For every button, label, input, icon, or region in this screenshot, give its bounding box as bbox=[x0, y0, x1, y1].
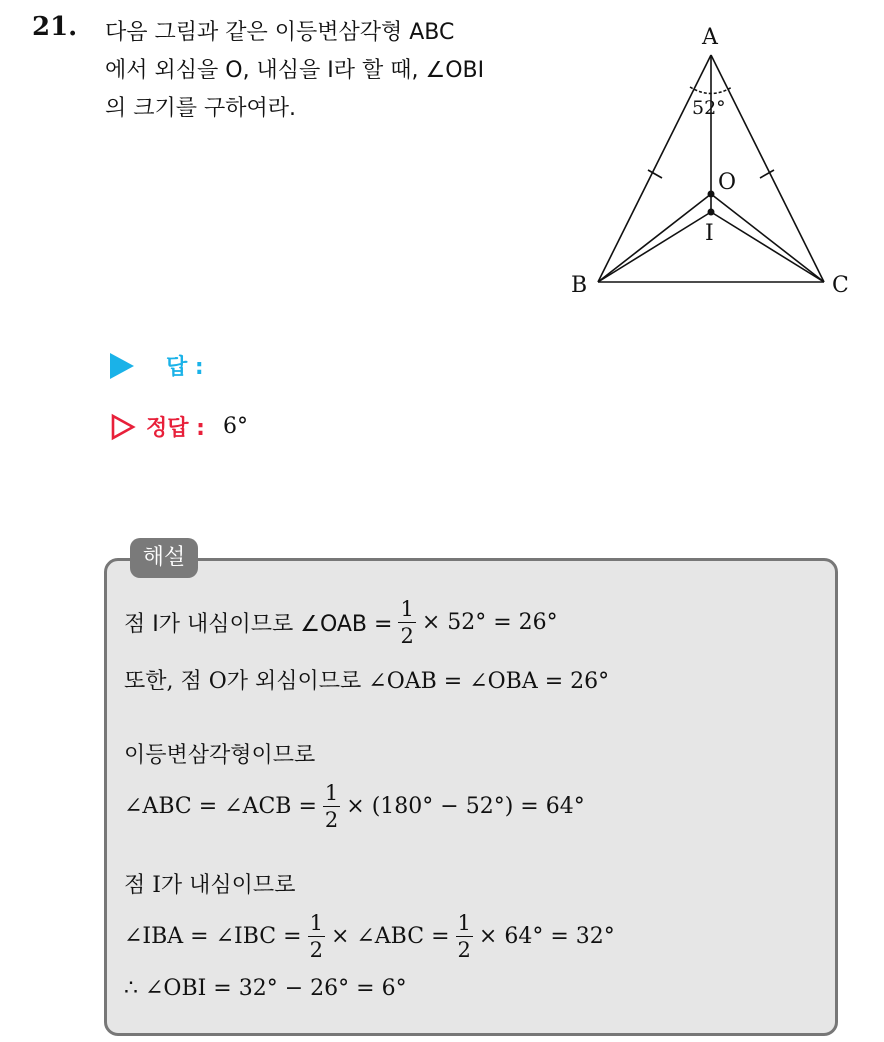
solution-line-7: ∴ ∠OBI = 32° − 26° = 6° bbox=[124, 976, 407, 1001]
question-text bbox=[105, 14, 565, 128]
answer-blank-label: 답 : bbox=[166, 355, 204, 380]
segment-bo bbox=[598, 194, 711, 282]
fraction-half bbox=[323, 782, 340, 831]
question-line-2: 에서 외심을 O, 내심을 I라 할 때, ∠OBI bbox=[105, 58, 485, 83]
label-c: C bbox=[832, 273, 849, 298]
solution-line-1 bbox=[124, 598, 558, 647]
label-i: I bbox=[705, 221, 714, 246]
fraction-denominator: 2 bbox=[400, 624, 414, 648]
solution-line-6-after: × 64° = 32° bbox=[478, 924, 615, 949]
solution-line-4-after: × (180° − 52°) = 64° bbox=[346, 794, 585, 819]
solution-line-1-text: 점 I가 내심이므로 ∠OAB = bbox=[124, 612, 393, 637]
triangle-figure bbox=[560, 18, 860, 308]
correct-answer-value: 6° bbox=[222, 414, 248, 439]
answer-correct-row bbox=[110, 411, 248, 442]
fraction-half bbox=[456, 912, 473, 961]
solution-line-5: 점 I가 내심이므로 bbox=[124, 873, 296, 898]
fraction-half bbox=[398, 598, 415, 647]
side-ab bbox=[598, 55, 711, 282]
label-b: B bbox=[571, 273, 588, 298]
fraction-numerator: 1 bbox=[309, 911, 323, 935]
solution-line-4 bbox=[124, 782, 585, 831]
fraction-half bbox=[308, 912, 325, 961]
correct-answer-label: 정답 : bbox=[146, 416, 205, 441]
fraction-numerator: 1 bbox=[324, 781, 339, 805]
point-o bbox=[708, 191, 715, 198]
label-o: O bbox=[718, 170, 737, 195]
label-a: A bbox=[702, 25, 718, 50]
fraction-denominator: 2 bbox=[457, 938, 471, 962]
play-filled-icon bbox=[110, 353, 134, 379]
solution-line-6-text: ∠IBA = ∠IBC = bbox=[124, 924, 302, 949]
solution-line-6 bbox=[124, 912, 615, 961]
question-line-3: 의 크기를 구하여라. bbox=[105, 96, 296, 121]
problem-number: 21. bbox=[32, 12, 78, 42]
fraction-numerator: 1 bbox=[457, 911, 471, 935]
solution-line-6-mid: × ∠ABC = bbox=[330, 924, 450, 949]
point-i bbox=[708, 209, 715, 216]
label-angle: 52° bbox=[692, 97, 726, 119]
solution-tab: 해설 bbox=[130, 538, 198, 578]
solution-line-2: 또한, 점 O가 외심이므로 ∠OAB = ∠OBA = 26° bbox=[124, 669, 610, 694]
fraction-denominator: 2 bbox=[309, 938, 323, 962]
answer-blank-row bbox=[110, 350, 204, 381]
fraction-numerator: 1 bbox=[400, 597, 414, 621]
solution-line-1-after: × 52° = 26° bbox=[421, 610, 558, 635]
solution-line-4-text: ∠ABC = ∠ACB = bbox=[124, 794, 317, 819]
fraction-denominator: 2 bbox=[324, 808, 339, 832]
segment-co bbox=[711, 194, 824, 282]
play-outline-icon bbox=[110, 413, 136, 441]
solution-line-3: 이등변삼각형이므로 bbox=[124, 743, 316, 768]
question-line-1: 다음 그림과 같은 이등변삼각형 ABC bbox=[105, 20, 455, 45]
